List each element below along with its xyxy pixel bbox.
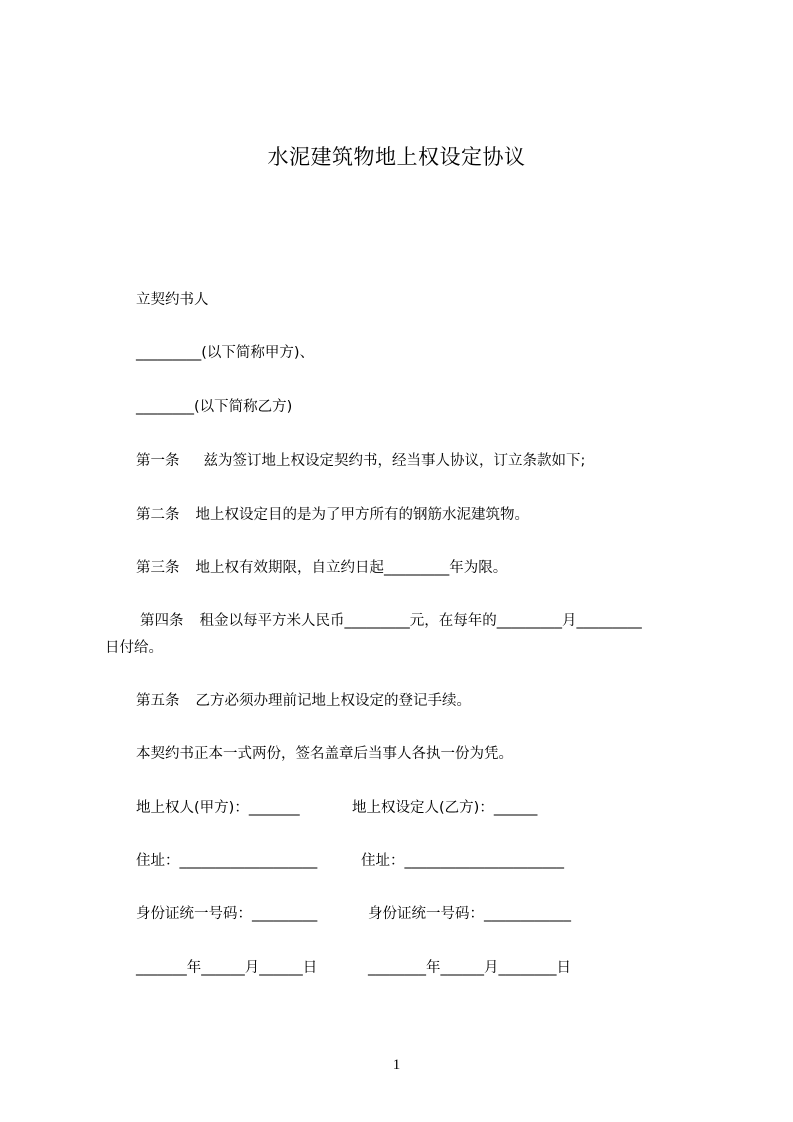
document-title: 水泥建筑物地上权设定协议 [267,145,526,169]
closing-statement: 本契约书正本一式两份，签名盖章后当事人各执一份为凭。 [136,746,513,762]
parties-heading: 立契约书人 [136,292,209,308]
date-right: ________年______月________日 [368,960,571,976]
article-3 [136,558,507,578]
article-2-text: 地上权设定目的是为了甲方所有的钢筋水泥建筑物。 [195,507,529,523]
signature-holder-label: 地上权人(甲方)：_______ [136,800,300,816]
date-left: _______年______月______日 [136,960,318,976]
article-4-text: 租金以每平方米人民币_________元，在每年的_________月_________ [199,613,642,629]
article-4-continuation: 日付给。 [105,640,163,656]
address-left: 住址：___________________ [136,853,318,869]
article-3-text: 地上权有效期限，自立约日起_________年为限。 [195,560,508,576]
article-3-label: 第三条 [136,560,180,576]
address-right: 住址：______________________ [361,853,564,869]
article-1-label: 第一条 [136,453,180,469]
article-5 [136,691,471,711]
article-4-label: 第四条 [140,613,184,629]
id-number-right: 身份证统一号码：____________ [368,906,571,922]
article-5-label: 第五条 [136,693,180,709]
signature-grantor-label: 地上权设定人(乙方)：______ [352,800,538,816]
article-1-text: 兹为签订地上权设定契约书，经当事人协议，订立条款如下; [203,453,586,469]
id-number-left: 身份证统一号码：_________ [136,906,318,922]
article-5-text: 乙方必须办理前记地上权设定的登记手续。 [195,693,471,709]
page-number: 1 [392,1057,401,1073]
article-4 [140,611,642,631]
party-b-line: ________(以下简称乙方) [136,399,293,415]
party-a-line: _________(以下简称甲方)、 [136,345,315,361]
article-2 [136,505,529,525]
article-1 [136,451,585,471]
article-2-label: 第二条 [136,507,180,523]
